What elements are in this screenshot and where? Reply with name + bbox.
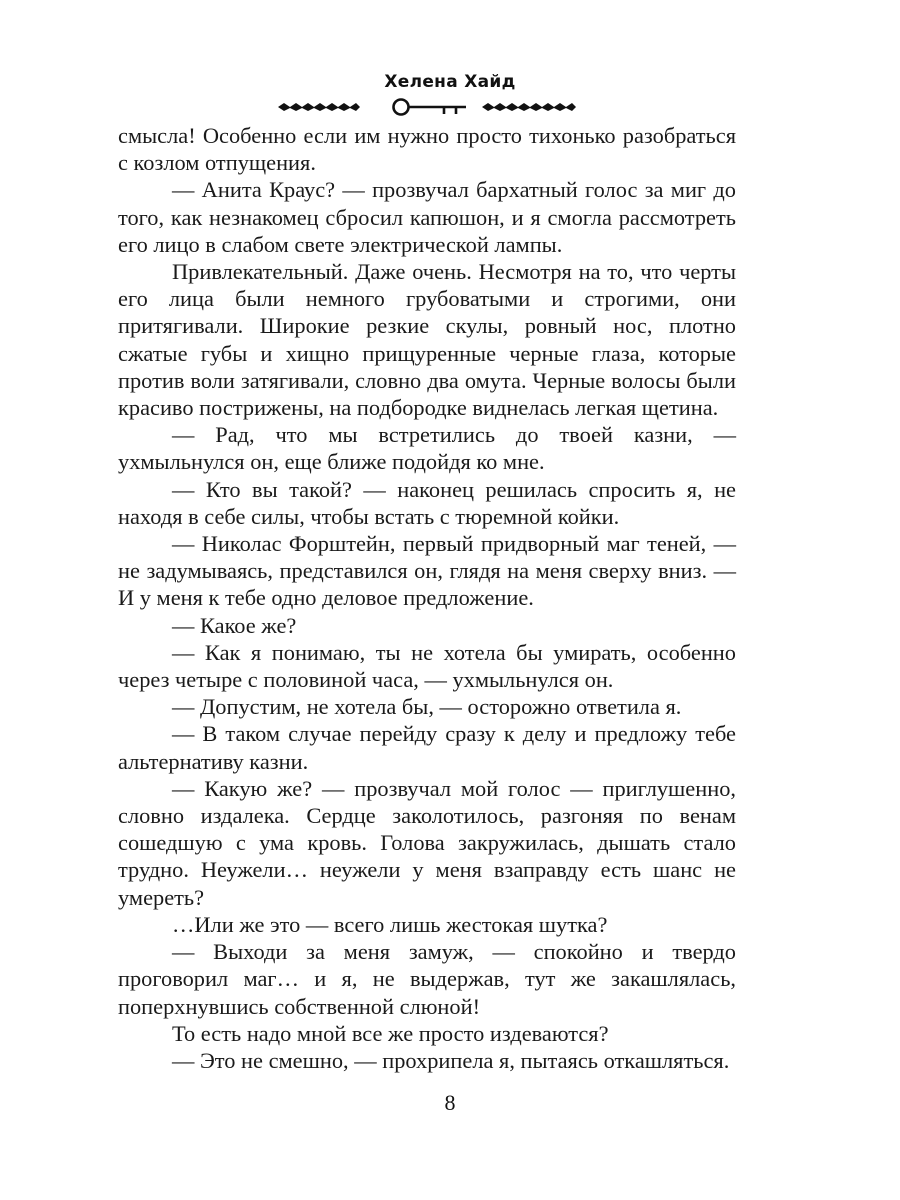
key-icon	[394, 100, 467, 115]
body-text	[118, 122, 736, 1074]
page-number: 8	[444, 1090, 456, 1115]
paragraph: Привлекательный. Даже очень. Несмотря на то, что черты его лица были немного грубоватыми и строгими, они притягивали. Широкие резкие скулы, ровный нос, плотно сжатые губы и хищно прищуренные черные глаза, которые против воли затягивали, словно два омута. Черные волосы были красиво пострижены, на подбородке виднелась легкая щетина.	[118, 259, 736, 421]
paragraph: — Кто вы такой? — наконец решилась спросить я, не находя в себе силы, чтобы встать с тюремной койки.	[118, 476, 736, 529]
paragraph: — Выходи за меня замуж, — спокойно и твердо проговорил маг… и я, не выдержав, тут же закашлялась, поперхнувшись собственной слюной!	[118, 939, 736, 1019]
paragraph: — Анита Краус? — прозвучал бархатный голос за миг до того, как незнакомец сбросил капюшон, и я смогла рассмотреть его лицо в слабом свете электрической лампы.	[118, 177, 736, 257]
paragraph: — Николас Форштейн, первый придворный маг теней, — не задумываясь, представился он, глядя на меня сверху вниз. — И у меня к тебе одно деловое предложение.	[118, 531, 736, 611]
paragraph: — Как я понимаю, ты не хотела бы умирать, особенно через четыре с половиной часа, — ухмыльнулся он.	[118, 639, 736, 693]
paragraph: — Это не смешно, — прохрипела я, пытаясь откашляться.	[172, 1047, 730, 1073]
header-ornament	[270, 96, 630, 118]
left-wave-ornament	[278, 103, 360, 111]
paragraph: — Рад, что мы встретились до твоей казни, — ухмыльнулся он, еще ближе подойдя ко мне.	[118, 422, 736, 475]
paragraph: То есть надо мной все же просто издеваются?	[172, 1020, 609, 1046]
paragraph: — Какое же?	[172, 612, 297, 638]
paragraph: — В таком случае перейду сразу к делу и предложу тебе альтернативу казни.	[118, 721, 736, 774]
paragraph: смысла! Особенно если им нужно просто тихонько разобраться с козлом отпущения.	[118, 123, 736, 176]
right-wave-ornament	[482, 103, 576, 111]
paragraph: — Допустим, не хотела бы, — осторожно ответила я.	[172, 694, 682, 720]
paragraph: — Какую же? — прозвучал мой голос — приглушенно, словно издалека. Сердце заколотилось, разгоняя по венам сошедшую с ума кровь. Голова закружилась, дышать стало трудно. Неужели… неужели у меня взаправду есть шанс не умереть?	[118, 775, 736, 910]
paragraph: …Или же это — всего лишь жестокая шутка?	[172, 911, 608, 937]
running-header-author: Хелена Хайд	[384, 72, 516, 92]
